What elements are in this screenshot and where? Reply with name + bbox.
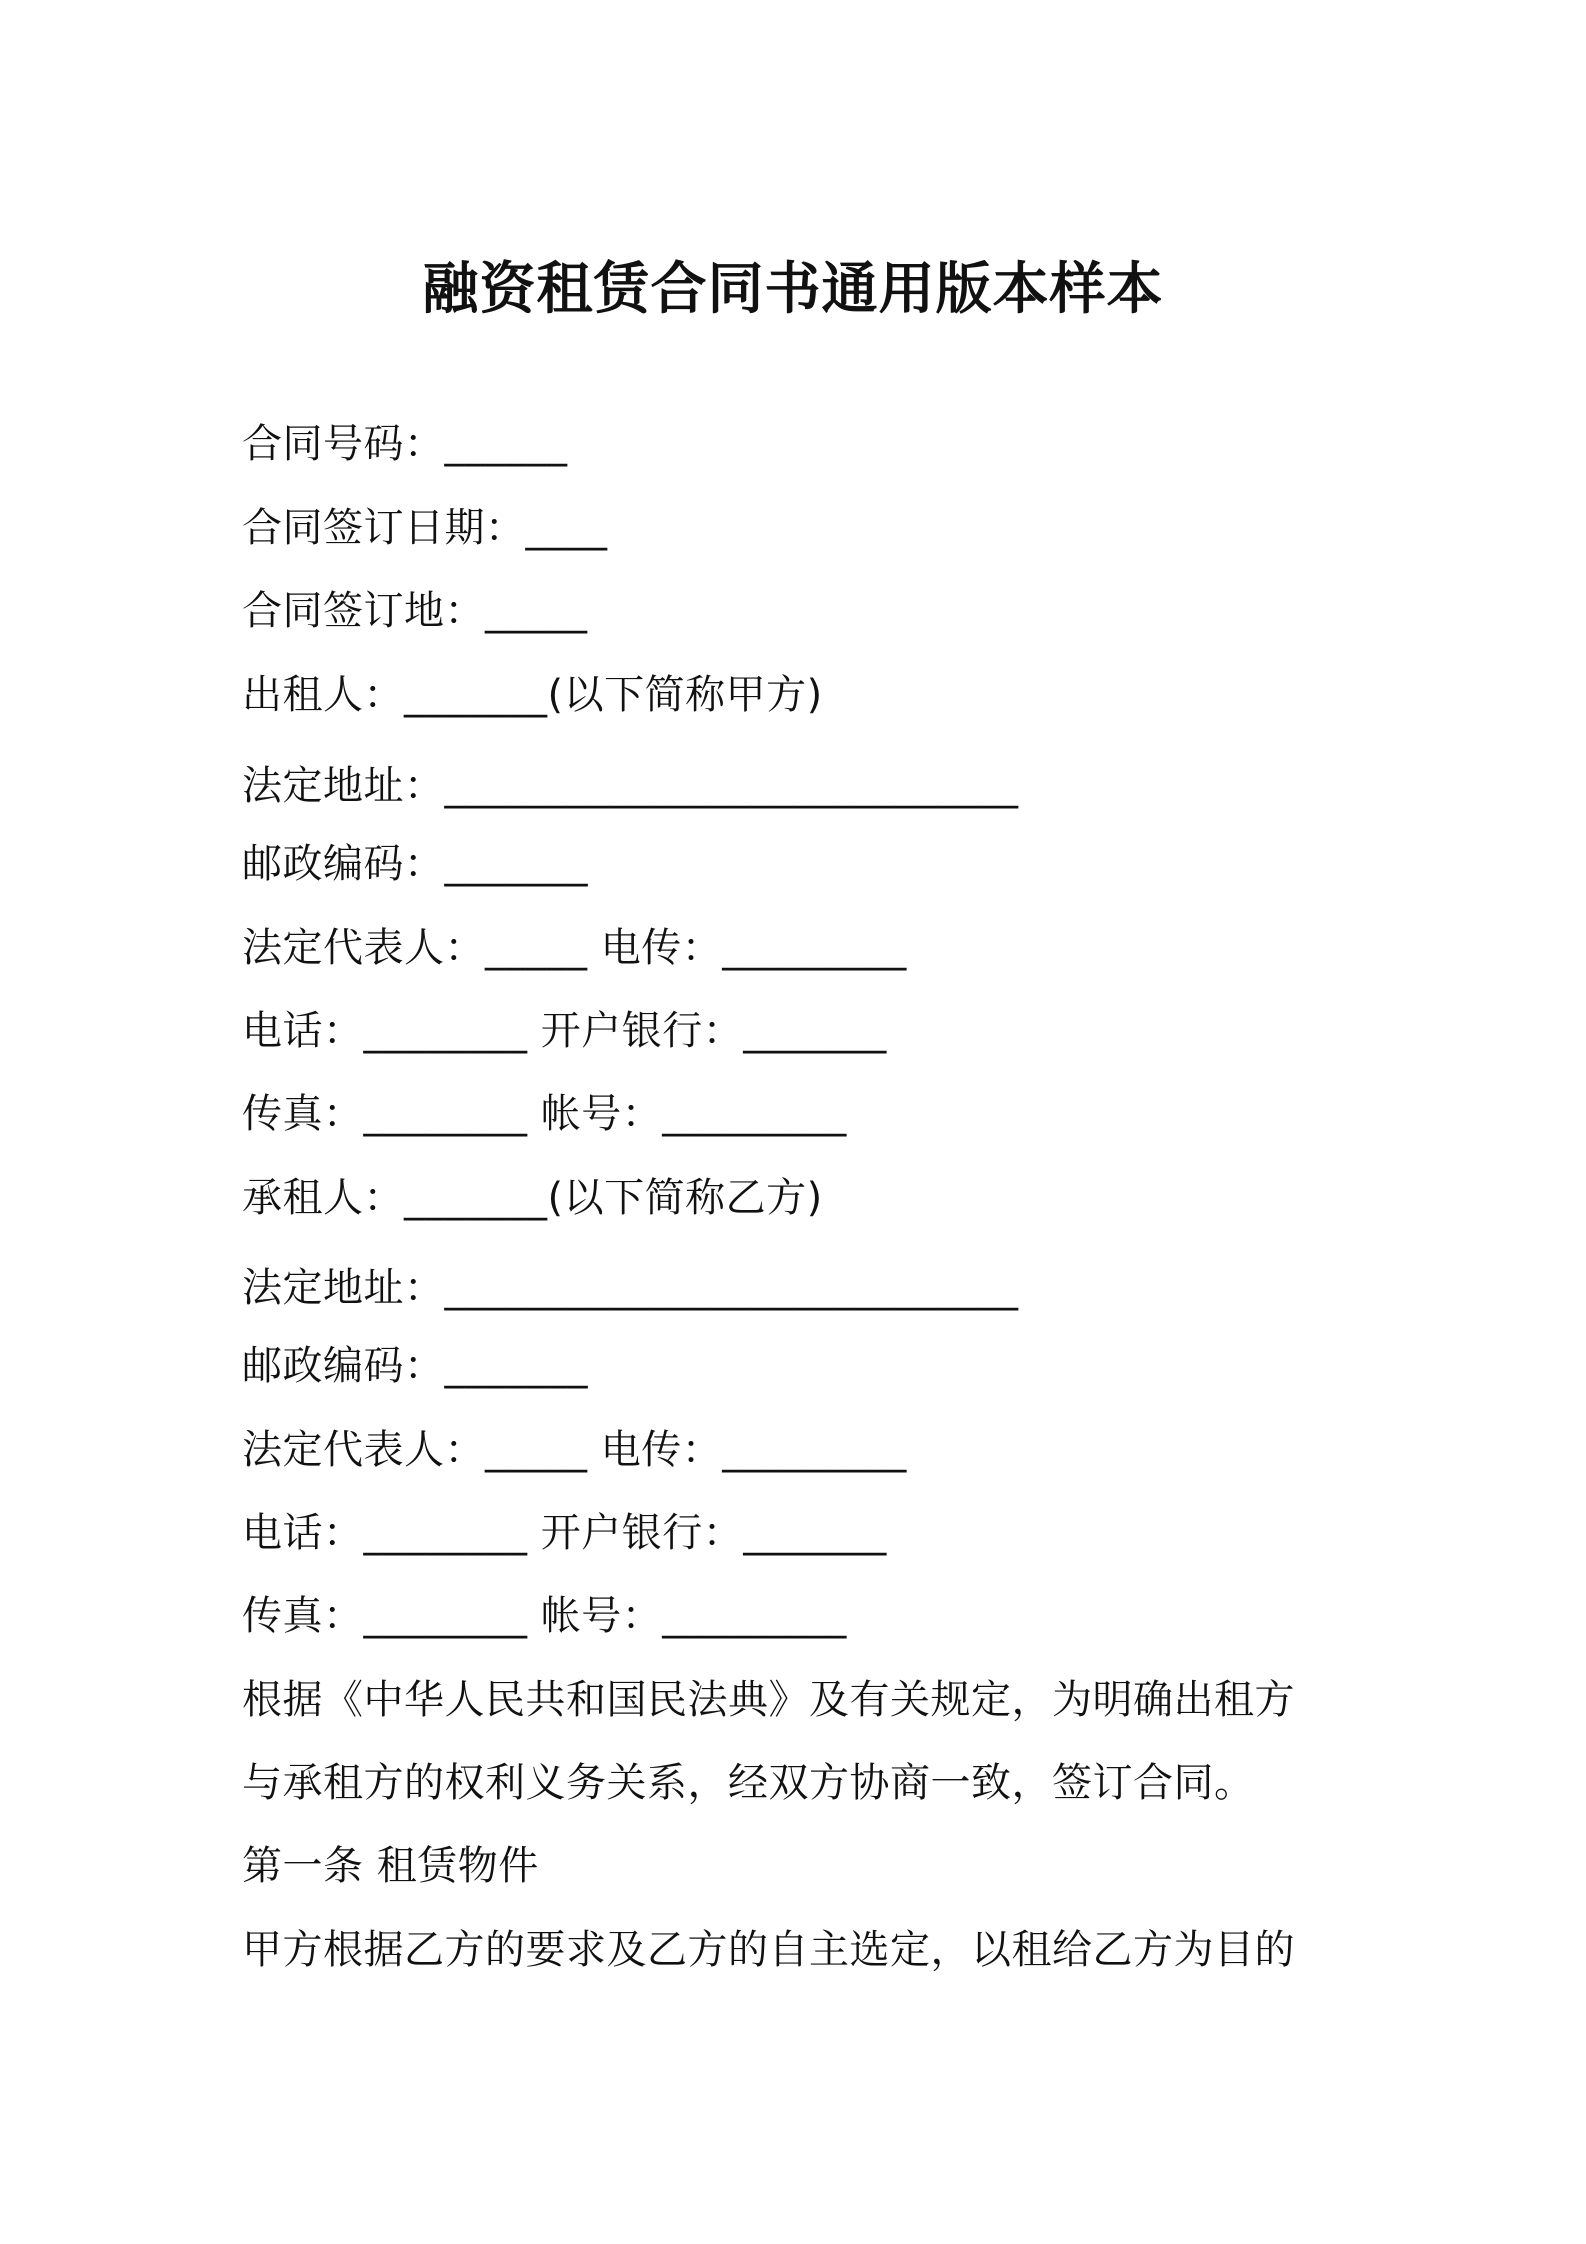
lessor-postcode-line: 邮政编码：_______ [242, 841, 588, 887]
article-one-heading: 第一条 租赁物件 [242, 1843, 539, 1889]
signing-date-line: 合同签订日期：____ [242, 505, 608, 551]
lessee-line: 承租人：_______(以下简称乙方) [242, 1175, 823, 1221]
preamble-line-2: 与承租方的权利义务关系，经双方协商一致，签订合同。 [242, 1760, 1255, 1806]
lessor-representative-telex-line: 法定代表人：_____ 电传：_________ [242, 925, 907, 971]
article-one-body-line: 甲方根据乙方的要求及乙方的自主选定，以租给乙方为目的 [242, 1927, 1295, 1973]
lessee-representative-telex-line: 法定代表人：_____ 电传：_________ [242, 1427, 907, 1473]
lessee-fax-account-line: 传真：________ 帐号：_________ [242, 1593, 847, 1639]
lessee-postcode-line: 邮政编码：_______ [242, 1343, 588, 1389]
lessor-line: 出租人：_______(以下简称甲方) [242, 672, 823, 718]
lessor-phone-bank-line: 电话：________ 开户银行：_______ [242, 1008, 887, 1054]
lessor-address-line: 法定地址：____________________________ [242, 763, 1019, 809]
signing-place-line: 合同签订地：_____ [242, 588, 588, 634]
contract-number-line: 合同号码：______ [242, 421, 568, 467]
lessee-phone-bank-line: 电话：________ 开户银行：_______ [242, 1510, 887, 1556]
lessee-address-line: 法定地址：____________________________ [242, 1265, 1019, 1311]
document-title: 融资租赁合同书通用版本样本 [422, 257, 1164, 322]
lessor-fax-account-line: 传真：________ 帐号：_________ [242, 1091, 847, 1137]
preamble-line-1: 根据《中华人民共和国民法典》及有关规定，为明确出租方 [242, 1677, 1295, 1723]
